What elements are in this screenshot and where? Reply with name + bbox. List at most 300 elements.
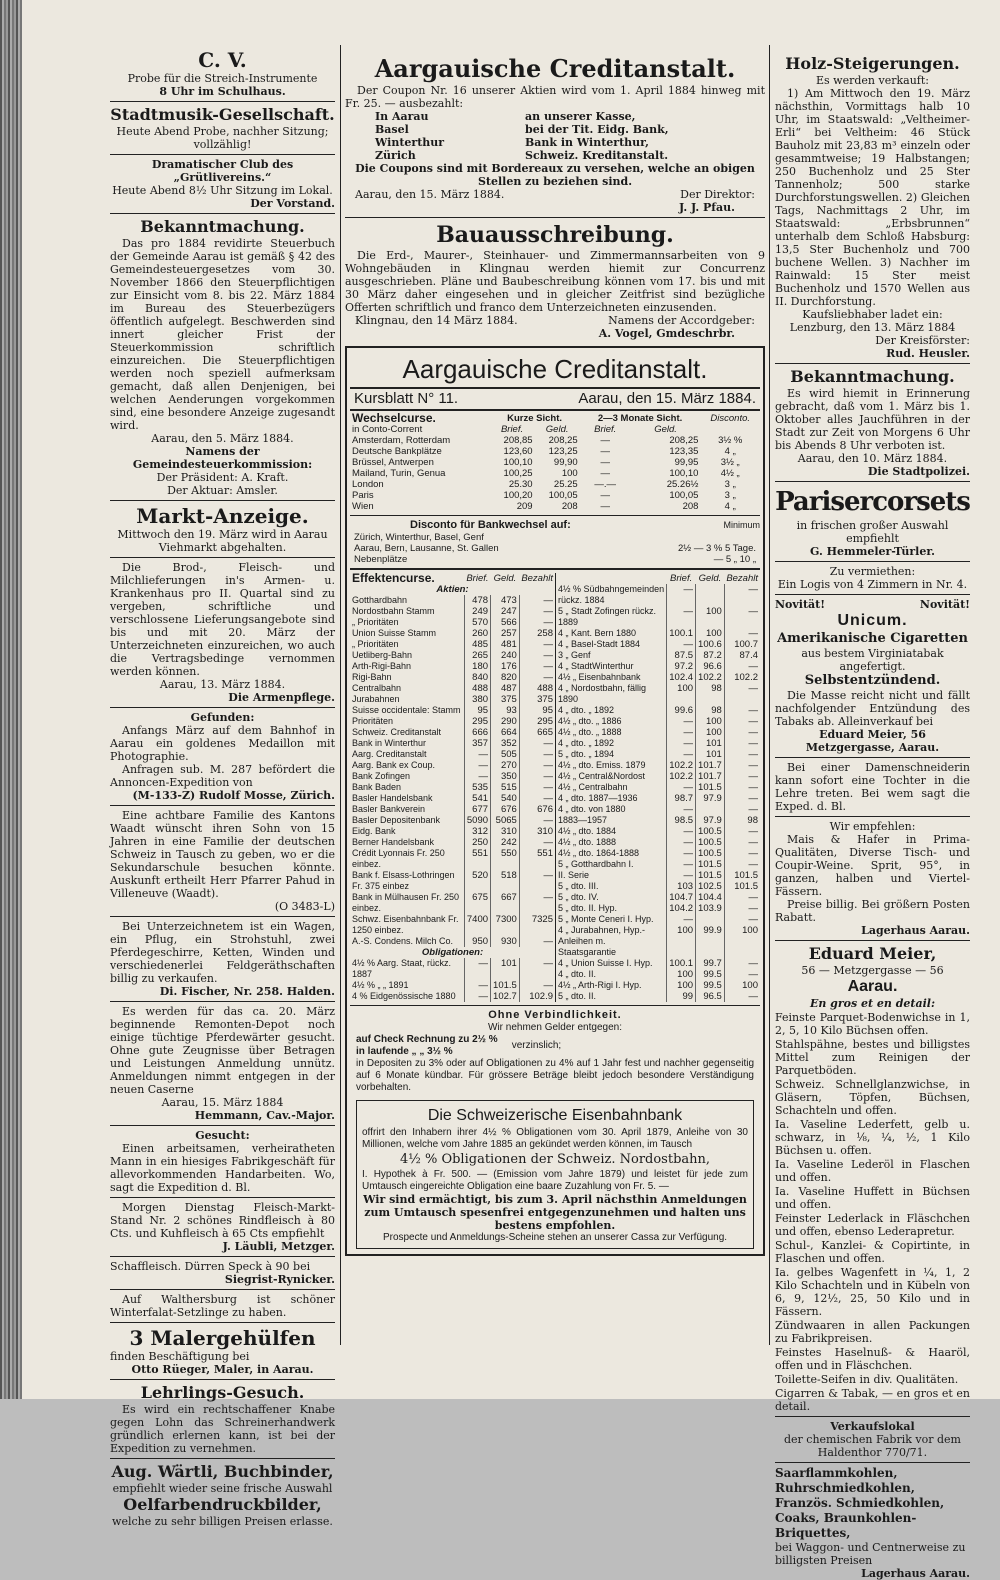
eisenbahnbank-obligation: 4½ % Obligationen der Schweiz. Nordostbahn, (399, 1152, 711, 1167)
effekten-row (556, 815, 761, 826)
effekten-bezahlt: — (519, 661, 555, 672)
effekten-geld: 270 (491, 760, 520, 771)
unicum-title: Unicum. (837, 612, 908, 629)
effekten-row (556, 914, 761, 925)
effekten-bezahlt: 100 (724, 980, 760, 991)
effekten-name: 4 „ dto. II. (558, 969, 597, 979)
effekten-row (556, 716, 761, 727)
wechsel-brief-2: Brief. (594, 424, 617, 435)
effekten-geld: 87.2 (696, 650, 725, 661)
wechsel-monat-brief: — (600, 446, 610, 457)
effekten-bezahlt: 258 (519, 628, 555, 639)
verkauf-text: der chemischen Fabrik vor dem Haldenthor 770/71. (784, 1433, 961, 1459)
effekten-name: 4 „ Jurabahnen, Hyp.-Anleihen m. Staatsgarantie (558, 925, 646, 957)
effekten-row (350, 672, 555, 683)
eisenbahnbank-title: Die Schweizerische Eisenbahnbank (427, 1107, 683, 1124)
effekten-geld: 667 (491, 892, 520, 914)
effekten-row (556, 892, 761, 903)
gefunden-text: Anfangs März auf dem Bahnhof in Aarau ein goldenes Medaillon mit Photographie. (110, 724, 335, 763)
eduard-meier-address: 56 — Metzgergasse — 56 (801, 964, 944, 977)
effekten-bezahlt: — (519, 595, 555, 606)
effekten-geld: 102.7 (491, 991, 520, 1002)
effekten-name: 4½ „ Centralbahn (558, 782, 628, 792)
parisercorsets-text: in frischen großer Auswahl empfiehlt (796, 519, 949, 545)
eduard-meier-aarau: Aarau. (847, 978, 898, 995)
effekten-title: Effektencurse. (352, 571, 435, 585)
effekten-brief: — (667, 914, 696, 925)
effekten-bezahlt: 676 (519, 804, 555, 815)
effekten-geld: 99.9 (696, 925, 725, 958)
effekten-name: 1883—1957 (558, 815, 608, 825)
effekten-row (556, 771, 761, 782)
effekten-bezahlt: — (724, 760, 760, 771)
coupon-place-row (375, 123, 765, 136)
product-item: Toilette-Seifen in div. Qualitäten. (775, 1373, 959, 1386)
wechsel-monat-brief: — (600, 468, 610, 479)
effekten-geld: 100.5 (696, 826, 725, 837)
wechsel-monat-brief: — (600, 501, 610, 512)
effekten-brief: 7400 (464, 914, 490, 936)
effekten-geld: 97.9 (696, 793, 725, 804)
parisercorsets-sig: G. Hemmeler-Türler. (810, 545, 935, 558)
disconto-place: Aarau, Bern, Lausanne, St. Gallen (354, 543, 499, 554)
coupon-place-city: Basel (375, 123, 409, 136)
effekten-brief: — (464, 991, 490, 1002)
selbst-title: Selbstentzündend. (804, 673, 941, 688)
effekten-row (350, 782, 555, 793)
effekten-name: Rigi-Bahn (352, 672, 392, 682)
effekten-brief: 99.6 (667, 705, 696, 716)
effekten-brief: — (667, 584, 696, 606)
effekten-geld: 101.7 (696, 771, 725, 782)
effekten-name: 4 „ Union Suisse I. Hyp. (558, 958, 653, 968)
effekten-geld: 96.6 (696, 661, 725, 672)
wechsel-title: Wechselcurse. (352, 411, 436, 425)
coupon-place-city: Zürich (375, 149, 416, 162)
effekten-name: Bank f. Elsass-Lothringen Fr. 375 einbez (352, 870, 455, 891)
kursblatt-box (345, 346, 765, 1256)
effekten-bezahlt: — (724, 727, 760, 738)
column-rule-right (769, 45, 770, 1345)
lehrlings-text: Es wird ein rechtschaffener Knabe gegen Lohn das Schreinerhandwerk gründlich erlernen kann, ist bei der Expedition zu vernehmen. (110, 1403, 335, 1455)
effekten-name: Bank in Winterthur (352, 738, 427, 748)
bauausschreibung-title: Bauausschreibung. (436, 222, 674, 248)
effekten-geld: 481 (491, 639, 520, 650)
effekten-geld: 350 (491, 771, 520, 782)
effekten-geld: 100.5 (696, 837, 725, 848)
eff-r-geld: Geld. (698, 573, 722, 584)
effekten-row (556, 760, 761, 771)
coupon-place-row (375, 136, 765, 149)
wechsel-row (350, 446, 760, 457)
effekten-name: 4½ „ dto. Emiss. 1879 (558, 760, 646, 770)
wechsel-row (350, 490, 760, 501)
effekten-bezahlt: 101.5 (724, 870, 760, 881)
wechsel-row (350, 457, 760, 468)
coupon-note: Die Coupons sind mit Bordereaux zu versehen, welche an obigen Stellen zu beziehen sind. (355, 162, 755, 188)
effekten-row (350, 694, 555, 705)
wechsel-row (350, 435, 760, 446)
effekten-name: 4 „ Nordostbahn, fällig 1890 (558, 683, 647, 704)
effekten-bezahlt: — (724, 782, 760, 793)
effekten-geld: 96.5 (696, 991, 725, 1002)
effekten-row (556, 650, 761, 661)
effekten-row (556, 683, 761, 705)
wechsel-monat-geld: 208,25 (669, 435, 699, 446)
effekten-bezahlt: — (724, 771, 760, 782)
effekten-brief: — (667, 749, 696, 760)
scan-binding-edge (0, 0, 22, 1399)
effekten-geld: 515 (491, 782, 520, 793)
product-item: Schweiz. Schnellglanzwichse, in Gläsern, Töpfen, Büchsen, Schachteln und offen. (775, 1078, 970, 1117)
effekten-row (350, 771, 555, 782)
effekten-bezahlt: — (724, 661, 760, 672)
effekten-row (350, 837, 555, 848)
effekten-brief: — (667, 859, 696, 870)
effekten-geld: 100 (696, 716, 725, 727)
aktien-label: Aktien: (436, 584, 469, 595)
effekten-row (556, 881, 761, 892)
bekanntmachung-date: Aarau, den 5. März 1884. (151, 432, 294, 445)
effekten-row (350, 914, 555, 936)
gelder-text: Wir nehmen Gelder entgegen: (488, 1022, 622, 1033)
bekanntmachung-sig1: Namens der Gemeindesteuerkommission: (132, 445, 313, 471)
effekten-name: 5 „ dto. IV. (558, 892, 599, 902)
effekten-geld: 103.9 (696, 903, 725, 914)
effekten-brief: 102.2 (667, 771, 696, 782)
effekten-name: Centralbahn (352, 683, 402, 693)
coupon-place-where: Bank in Winterthur, (525, 136, 649, 149)
effekten-brief: 104.7 (667, 892, 696, 903)
effekten-bezahlt: — (724, 705, 760, 716)
product-item: Zündwaaren in allen Packungen zu Fabrikpreisen. (775, 1319, 970, 1345)
effekten-geld: 100 (696, 628, 725, 639)
effekten-row (350, 958, 555, 980)
effekten-row (350, 804, 555, 815)
effekten-brief: 249 (464, 606, 490, 617)
effekten-bezahlt: 488 (519, 683, 555, 694)
bekanntmachung-sig3: Der Aktuar: Amsler. (167, 484, 278, 497)
holz-sig1: Der Kreisförster: (875, 334, 970, 347)
effekten-name: 4 „ dto. von 1880 (558, 804, 626, 814)
effekten-bezahlt: — (519, 749, 555, 760)
effekten-name: 4 „ Basel-Stadt 1884 (558, 639, 641, 649)
wechsel-monat-geld: 99,95 (674, 457, 699, 468)
effekten-geld: 98 (696, 705, 725, 716)
amerikanische-text: aus bestem Virginiatabak angefertigt. (801, 647, 944, 673)
effekten-bezahlt: — (724, 749, 760, 760)
coupon-place-city: Winterthur (375, 136, 445, 149)
effekten-geld: 93 (491, 705, 520, 716)
effekten-geld: 101.5 (696, 782, 725, 793)
wechsel-kurz-brief: 100,20 (503, 490, 533, 501)
lehrlings-title: Lehrlings-Gesuch. (140, 1383, 305, 1402)
effekten-brief: 103 (667, 881, 696, 892)
wechsel-disconto: 4½ „ (720, 468, 740, 479)
effekten-brief: — (667, 738, 696, 749)
parisercorsets-title: Parisercorsets (775, 487, 970, 517)
stadtmusik-text: Heute Abend Probe, nachher Sitzung; vollzählig! (116, 125, 329, 151)
effekten-brief: 840 (464, 672, 490, 683)
effekten-row (556, 804, 761, 815)
eisenbahnbank-text: offrirt den Inhabern ihrer 4½ % Obligationen vom 30. April 1879, Anleihe von 30 Millionen, welche vom Jahre 1885 an gekündet werden können, im Tausch (362, 1127, 748, 1150)
product-item: Ia. gelbes Wagenfett in ¼, 1, 2 Kilo Schachteln und in Kübeln von 6, 9, 12½, 25, 50 Kilo und in Fässern. (775, 1266, 970, 1318)
holz-title: Holz-Steigerungen. (785, 54, 960, 73)
effekten-brief: 100.1 (667, 958, 696, 969)
cv-probe: Probe für die Streich-Instrumente (127, 72, 318, 85)
coupon-date: Aarau, den 15. März 1884. (355, 188, 505, 201)
effekten-bezahlt: — (724, 826, 760, 837)
eff-r-bezahlt: Bezahlt (726, 573, 758, 584)
effekten-bezahlt: — (519, 958, 555, 980)
effekten-geld: 102.5 (696, 881, 725, 892)
effekten-brief: — (667, 716, 696, 727)
effekten-bezahlt: 7325 (519, 914, 555, 936)
effekten-geld: 176 (491, 661, 520, 672)
effekten-name: II. Serie (558, 870, 590, 880)
brod-date: Aarau, 13. März 1884. (159, 678, 286, 691)
remonten-text: Es werden für das ca. 20. März beginnende Remonten-Depot noch einige tüchtige Pferdewärter gesucht. Ohne gute Zeugnisse über Betragen und Leistungen Anmeldung unnütz. Anmeldungen nimmt entgegen in der neuen Caserne (110, 1005, 335, 1096)
kohlen-sig: Lagerhaus Aarau. (861, 1567, 970, 1580)
effekten-row (350, 617, 555, 628)
effekten-bezahlt: — (724, 683, 760, 705)
effekten-geld: 101.5 (696, 859, 725, 870)
effekten-bezahlt: 100 (724, 925, 760, 958)
check-verzinslich: verzinslich; (511, 1040, 562, 1051)
effekten-geld: 100.6 (696, 639, 725, 650)
mais-sig: Lagerhaus Aarau. (861, 924, 970, 937)
effekten-name: Uetliberg-Bahn (352, 650, 413, 660)
wechsel-kurz-brief: 25.30 (508, 479, 533, 490)
eff-l-bezahlt: Bezahlt (521, 573, 553, 584)
disconto-place: Nebenplätze (354, 554, 408, 565)
wechsel-h-disconto: Disconto. (710, 413, 751, 424)
right-bek-date: Aarau, den 10. März 1884. (797, 452, 948, 465)
wechsel-disconto: 3½ „ (720, 457, 740, 468)
effekten-name: Basler Depositenbank (352, 815, 441, 825)
effekten-geld: 98 (696, 683, 725, 705)
bekanntmachung-sig2: Der Präsident: A. Kraft. (156, 471, 289, 484)
maler-title: 3 Malergehülfen (129, 1326, 316, 1350)
effekten-geld: 375 (491, 694, 520, 705)
effekten-brief: 98.7 (667, 793, 696, 804)
effekten-row (556, 661, 761, 672)
effekten-name: 5 „ Gotthardbahn I. (558, 859, 634, 869)
morgen-text: Morgen Dienstag Fleisch-Markt-Stand Nr. 2 schönes Rindfleisch à 80 Cts. und Kuhfleisch à 65 Cts empfiehlt (110, 1201, 335, 1240)
effekten-name: Schwz. Eisenbahnbank Fr. 1250 einbez. (352, 914, 459, 935)
wechsel-geld-1: Geld. (545, 424, 569, 435)
effekten-bezahlt: 295 (519, 716, 555, 727)
disconto-row (350, 543, 760, 554)
product-list (775, 1011, 970, 1413)
markt-anzeige-title: Markt-Anzeige. (136, 504, 309, 528)
engros: En gros et en detail: (809, 997, 936, 1010)
wechsel-brief-1: Brief. (500, 424, 524, 435)
wir-empfehlen: Wir empfehlen: (829, 820, 916, 833)
wechsel-kurz-geld: 208,25 (548, 435, 578, 446)
wechsel-monat-geld: 25.26½ (666, 479, 699, 490)
effekten-brief: 357 (464, 738, 490, 749)
effekten-bezahlt: — (519, 815, 555, 826)
effekten-bezahlt: — (519, 782, 555, 793)
effekten-brief: 541 (464, 793, 490, 804)
eff-l-brief: Brief. (466, 573, 489, 584)
wechsel-kurz-brief: 100,25 (503, 468, 533, 479)
wechsel-place: London (352, 479, 384, 490)
effekten-name: 5 „ dto. II. (558, 991, 597, 1001)
effekten-geld: 101.5 (696, 870, 725, 881)
effekten-geld: 99.5 (696, 969, 725, 980)
effekten-brief: — (464, 749, 490, 760)
effekten-bezahlt: — (519, 892, 555, 914)
effekten-bezahlt: — (519, 837, 555, 848)
effekten-bezahlt: 95 (519, 705, 555, 716)
effekten-bezahlt: — (519, 606, 555, 617)
gesucht-title: Gesucht: (195, 1129, 250, 1142)
effekten-brief: 100 (667, 980, 696, 991)
familie-ref: (O 3483-L) (274, 900, 335, 913)
effekten-row (350, 815, 555, 826)
stadtmusik-title: Stadtmusik-Gesellschaft. (110, 105, 335, 124)
effekten-row (556, 980, 761, 991)
coupon-sig2: J. J. Pfau. (679, 201, 735, 214)
eisenbahnbank-box (356, 1100, 754, 1249)
effekten-brief: 666 (464, 727, 490, 738)
effekten-bezahlt: 310 (519, 826, 555, 837)
effekten-row (350, 980, 555, 991)
effekten-brief: — (464, 771, 490, 782)
effekten-geld: 7300 (491, 914, 520, 936)
effekten-brief: 180 (464, 661, 490, 672)
markt-anzeige-text: Mittwoch den 19. März wird in Aarau Viehmarkt abgehalten. (117, 528, 328, 554)
kursblatt-title: Aargauische Creditanstalt. (350, 351, 760, 389)
product-item: Schul-, Kanzlei- & Copirtinte, in Flaschen und offen. (775, 1239, 970, 1265)
wechsel-disconto: 4 „ (724, 446, 736, 457)
coupon-places (345, 110, 765, 162)
effekten-row (556, 925, 761, 958)
effekten-row (350, 727, 555, 738)
effekten-geld: 550 (491, 848, 520, 870)
effekten-brief: 675 (464, 892, 490, 914)
product-item: Feinstes Haselnuß- & Haaröl, offen und in Fläschchen. (775, 1346, 970, 1372)
effekten-bezahlt: 87.4 (724, 650, 760, 661)
effekten-bezahlt: — (519, 870, 555, 892)
creditanstalt-title: Aargauische Creditanstalt. (374, 54, 736, 83)
effekten-geld: 101 (696, 749, 725, 760)
effekten-row (556, 749, 761, 760)
effekten-bezahlt: 551 (519, 848, 555, 870)
wechsel-h-kurz: Kurze Sicht. (507, 413, 563, 424)
effekten-row (556, 958, 761, 969)
effekten-geld: 820 (491, 672, 520, 683)
effekten-bezahlt: — (519, 936, 555, 947)
effekten-table-right (555, 573, 760, 1002)
eff-r-brief: Brief. (670, 573, 693, 584)
effekten-brief: — (464, 958, 490, 980)
effekten-bezahlt: — (724, 606, 760, 628)
effekten-bezahlt: — (519, 980, 555, 991)
brod-sig: Die Armenpflege. (228, 691, 335, 704)
effekten-row (556, 903, 761, 914)
effekten-bezahlt: — (724, 628, 760, 639)
effekten-brief: 5090 (464, 815, 490, 826)
effekten-row (556, 991, 761, 1002)
effekten-name: 4 „ dto. „ 1892 (558, 705, 615, 715)
effekten-bezahlt: — (724, 903, 760, 914)
effekten-name: 4½ „ Eisenbahnbank (558, 672, 641, 682)
effekten-name: Basler Bankverein (352, 804, 426, 814)
holz-date: Lenzburg, den 13. März 1884 (789, 321, 956, 334)
bau-sig2: A. Vogel, Gmdeschrbr. (598, 327, 735, 340)
effekten-brief: — (667, 606, 696, 628)
effekten-row (556, 848, 761, 859)
disconto-value: 2½ — 3 % 5 Tage. (678, 543, 756, 554)
effekten-row (350, 892, 555, 914)
bauausschreibung-text: Die Erd-, Maurer-, Steinhauer- und Zimmermannsarbeiten von 9 Wohngebäuden in Klingnau werden hiemit zur Concurrenz ausgeschrieben. Pläne und Baubeschreibung können vom 17. bis und mit 30 März daher eingesehen und in gleicher Zeitfrist sind bezügliche Offerten schriftlich und franco dem Unterzeichneten einzusenden. (345, 249, 765, 314)
effekten-name: 5 „ dto. II. Hyp. (558, 903, 618, 913)
effekten-brief: 102.4 (667, 672, 696, 683)
effekten-geld: 100.5 (696, 848, 725, 859)
damen-text: Bei einer Damenschneiderin kann sofort eine Tochter in die Lehre treten. Bei wem sagt die Exped. d. Bl. (775, 761, 970, 813)
disconto-place: Zürich, Winterthur, Basel, Genf (354, 532, 484, 543)
depositen-text: in Depositen zu 3% oder auf Obligationen zu 4% auf 1 Jahr fest und nachher gegenseitig auf 6 Monate kündbar. Für grössere Beträge bleibt jedoch besondere Verständigung vorbehalten. (356, 1058, 754, 1093)
effekten-bezahlt: — (724, 848, 760, 859)
aug-title: Aug. Wärtli, Buchbinder, (111, 1462, 334, 1481)
wechsel-kurz-geld: 25.25 (553, 479, 578, 490)
gesucht-text: Einen arbeitsamen, verheiratheten Mann in ein hiesiges Fabrikgeschäft für allevorkommenden Handarbeiten. Wo, sagt die Expedition d. Bl. (110, 1142, 335, 1194)
effekten-brief: 97.2 (667, 661, 696, 672)
effekten-geld: 540 (491, 793, 520, 804)
kohlen-list: Saarflammkohlen, Ruhrschmiedkohlen, Französ. Schmiedkohlen, Coaks, Braunkohlen-Briquettes, (775, 1466, 945, 1540)
effekten-row (350, 639, 555, 650)
product-item: Ia. Vaseline Huffett in Büchsen und offen. (775, 1185, 970, 1211)
effekten-brief: 104.2 (667, 903, 696, 914)
effekten-name: Nordostbahn Stamm (352, 606, 435, 616)
effekten-geld: 101 (696, 738, 725, 749)
coupon-place-row (375, 110, 765, 123)
effekten-geld: 310 (491, 826, 520, 837)
effekten-brief: 677 (464, 804, 490, 815)
effekten-brief: 100.1 (667, 628, 696, 639)
bau-date: Klingnau, den 14 März 1884. (355, 314, 518, 327)
coupon-place-where: bei der Tit. Eidg. Bank, (525, 123, 669, 136)
effekten-brief: 535 (464, 782, 490, 793)
wechsel-place: Brüssel, Antwerpen (352, 457, 434, 468)
effekten-row (350, 793, 555, 804)
wechsel-place: Wien (352, 501, 374, 512)
effekten-name: 5 „ dto. „ 1894 (558, 749, 615, 759)
effekten-geld: 101 (491, 958, 520, 980)
effekten-name: Bank Baden (352, 782, 402, 792)
effekten-brief: — (667, 837, 696, 848)
wechsel-monat-brief: —.— (594, 479, 617, 490)
effekten-row (556, 584, 761, 606)
schaf-text: Schaffleisch. Dürren Speck à 90 bei (110, 1260, 311, 1273)
effekten-brief: — (464, 760, 490, 771)
wechsel-monat-brief: — (600, 490, 610, 501)
product-item: Feinste Parquet-Bodenwichse in 1, 2, 5, 10 Kilo Büchsen offen. (775, 1011, 970, 1037)
holz-sig2: Rud. Heusler. (886, 347, 970, 360)
effekten-geld (696, 584, 725, 606)
effekten-geld: 101.5 (491, 980, 520, 991)
middle-column (345, 40, 765, 1256)
wechsel-h-monate: 2—3 Monate Sicht. (597, 413, 683, 424)
wechsel-monat-geld: 208 (682, 501, 699, 512)
aug-text: empfiehlt wieder seine frische Auswahl (112, 1482, 333, 1495)
novitat-left: Novität! (775, 598, 826, 611)
effekten-brief: 551 (464, 848, 490, 870)
effekten-row (350, 749, 555, 760)
